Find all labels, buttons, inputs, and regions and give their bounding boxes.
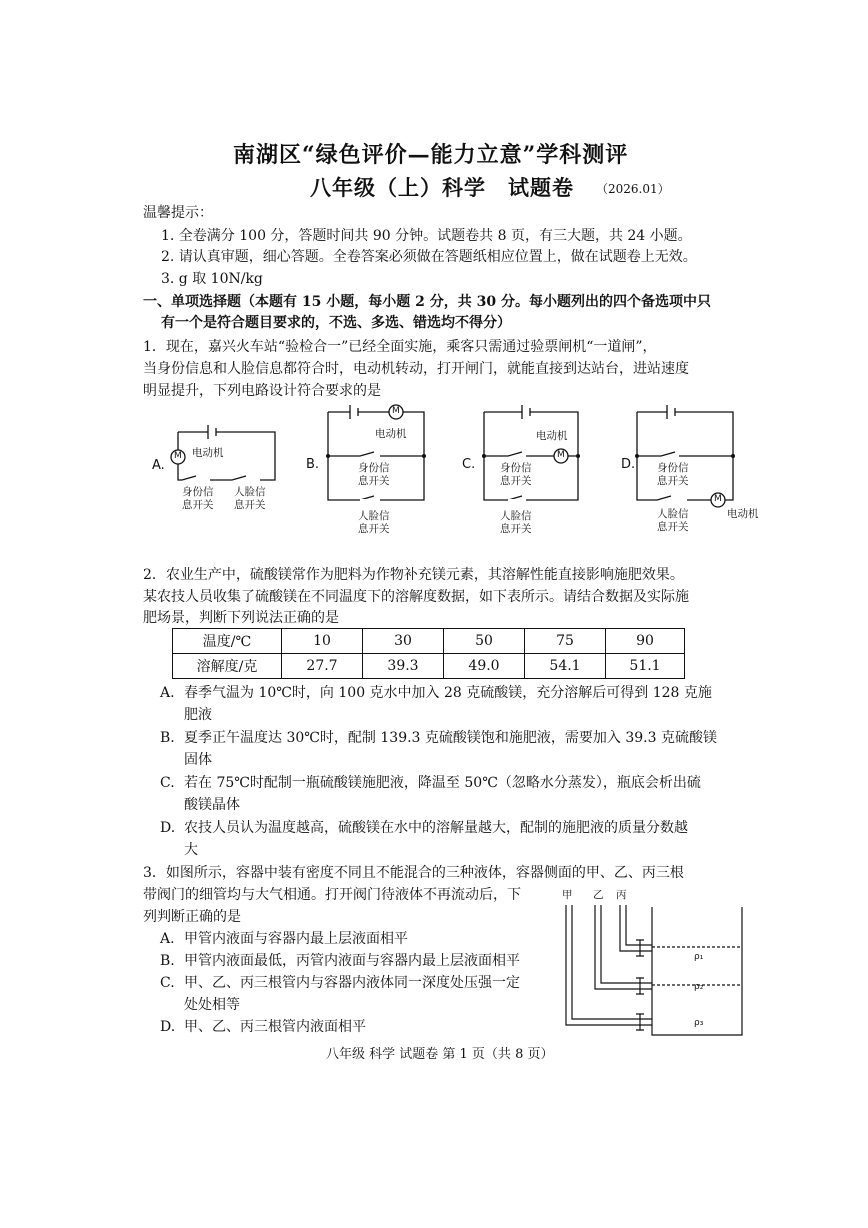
option-a-letter: A. (152, 458, 165, 473)
option-b-letter: B. (306, 457, 320, 472)
circuit-b-id-switch-1: 身份信 (358, 462, 390, 474)
tube-yi-label: 乙 (593, 889, 604, 901)
rho1-label: ρ₁ (694, 952, 704, 962)
page-footer: 八年级 科学 试题卷 第 1 页（共 8 页） (326, 1047, 554, 1062)
exam-date: （2026.01） (596, 182, 670, 196)
q3-line1: 3．如图所示，容器中装有密度不同且不能混合的三种液体，容器侧面的甲、乙、丙三根 (143, 865, 684, 881)
section1-heading-line2: 有一个是符合题目要求的，不选、多选、错选均不得分） (161, 315, 511, 331)
q3-line3: 列判断正确的是 (143, 909, 241, 925)
container-figure-svg (556, 885, 756, 1045)
rho2-label: ρ₂ (694, 982, 704, 992)
table-cell: 10 (282, 629, 363, 654)
table-cell: 90 (606, 629, 685, 654)
circuit-d-face-switch-2: 息开关 (657, 521, 689, 533)
tube-jia-label: 甲 (562, 889, 573, 901)
circuit-d-id-switch-1: 身份信 (657, 462, 689, 474)
q3-option-b-text: 甲管内液面最低，丙管内液面与容器内最上层液面相平 (184, 953, 520, 969)
tip-1: 1. 全卷满分 100 分，答题时间共 90 分钟。试题卷共 8 页，有三大题，共 24 小题。 (161, 228, 692, 244)
q2-option-b-line1: 夏季正午温度达 30℃时，配制 139.3 克硫酸镁饱和施肥液，需要加入 39.3 克硫酸镁 (184, 730, 717, 746)
circuit-a-id-switch-1: 身份信 (182, 486, 214, 498)
q2-option-a-line1: 春季气温为 10℃时，向 100 克水中加入 28 克硫酸镁，充分溶解后可得到 128 克施 (184, 685, 712, 701)
circuit-d-face-switch-1: 人脸信 (657, 508, 689, 520)
table-cell: 75 (525, 629, 606, 654)
circuit-c-id-switch-2: 息开关 (500, 475, 532, 487)
tube-bing-label: 丙 (616, 889, 627, 901)
q3-option-a-letter: A. (160, 931, 175, 947)
q2-option-a-line2: 肥液 (184, 707, 212, 723)
q2-option-a-letter: A. (160, 685, 175, 701)
table-row-label-solubility: 溶解度/克 (173, 654, 282, 679)
q2-line2: 某农技人员收集了硫酸镁在不同温度下的溶解度数据，如下表所示。请结合数据及实际施 (143, 589, 689, 605)
q2-line1: 2．农业生产中，硫酸镁常作为肥料为作物补充镁元素，其溶解性能直接影响施肥效果。 (143, 567, 684, 583)
q2-option-c-line1: 若在 75℃时配制一瓶硫酸镁施肥液，降温至 50℃（忽略水分蒸发），瓶底会析出硫 (184, 775, 701, 791)
circuit-c-motor-label: 电动机 (536, 430, 568, 442)
q1-circuit-c (458, 402, 608, 542)
circuit-d-motor-label: 电动机 (727, 508, 759, 520)
table-cell: 50 (444, 629, 525, 654)
q3-option-c-text: 甲、乙、丙三根管内与容器内液体同一深度处压强一定 (184, 975, 520, 991)
table-cell: 30 (363, 629, 444, 654)
tips-heading: 温馨提示： (143, 205, 213, 221)
circuit-a-id-switch-2: 息开关 (182, 499, 214, 511)
q1-circuit-b (300, 402, 450, 542)
circuit-c-motor-symbol: M (557, 450, 565, 460)
q1-line2: 当身份信息和人脸信息都符合时，电动机转动，打开闸门，就能直接到达站台，进站速度 (143, 361, 689, 377)
table-row (173, 629, 685, 654)
q1-circuit-a (150, 420, 290, 530)
option-c-letter: C. (462, 457, 476, 472)
circuit-d-svg (615, 402, 765, 542)
q3-option-d-letter: D. (160, 1019, 176, 1035)
q2-option-b-line2: 固体 (184, 752, 212, 768)
circuit-a-face-switch-1: 人脸信 (234, 486, 266, 498)
circuit-a-svg (150, 420, 290, 530)
section1-heading-line1: 一、单项选择题（本题有 15 小题，每小题 2 分，共 30 分。每小题列出的四个备选项中只 (143, 294, 711, 310)
table-row-label-temperature: 温度/℃ (173, 629, 282, 654)
q3-line2: 带阀门的细管均与大气相通。打开阀门待液体不再流动后，下 (143, 887, 521, 903)
circuit-b-face-switch-1: 人脸信 (358, 510, 390, 522)
table-cell: 49.0 (444, 654, 525, 679)
q2-option-c-line2: 酸镁晶体 (184, 797, 240, 813)
q2-line3: 肥场景，判断下列说法正确的是 (143, 610, 339, 626)
table-cell: 51.1 (606, 654, 685, 679)
q2-option-d-line1: 农技人员认为温度越高，硫酸镁在水中的溶解量越大，配制的施肥液的质量分数越 (184, 820, 688, 836)
q3-option-c-letter: C. (160, 975, 175, 991)
table-cell: 39.3 (363, 654, 444, 679)
circuit-b-motor-label: 电动机 (375, 428, 407, 440)
tip-2: 2. 请认真审题，细心答题。全卷答案必须做在答题纸相应位置上，做在试题卷上无效。 (161, 249, 697, 265)
circuit-a-motor-label: 电动机 (192, 447, 224, 459)
q1-line3: 明显提升，下列电路设计符合要求的是 (143, 383, 381, 399)
circuit-d-id-switch-2: 息开关 (657, 475, 689, 487)
circuit-d-motor-symbol: M (714, 494, 722, 504)
exam-subtitle: 八年级（上）科学 试题卷 (310, 175, 574, 200)
option-d-letter: D. (621, 457, 636, 472)
q3-option-b-letter: B. (160, 953, 175, 969)
exam-title: 南湖区“绿色评价—能力立意”学科测评 (233, 142, 629, 168)
circuit-c-id-switch-1: 身份信 (500, 462, 532, 474)
q3-option-a-text: 甲管内液面与容器内最上层液面相平 (184, 931, 408, 947)
circuit-c-face-switch-2: 息开关 (500, 523, 532, 535)
q1-circuit-d (615, 402, 765, 542)
q2-option-d-letter: D. (160, 820, 176, 836)
q2-option-d-line2: 大 (184, 842, 198, 858)
solubility-table (172, 628, 685, 679)
q2-option-b-letter: B. (160, 730, 175, 746)
q3-option-c-text-cont: 处处相等 (184, 997, 240, 1013)
table-row (173, 654, 685, 679)
circuit-a-motor-symbol: M (174, 451, 182, 461)
circuit-b-motor-symbol: M (392, 406, 400, 416)
circuit-c-face-switch-1: 人脸信 (500, 510, 532, 522)
circuit-a-face-switch-2: 息开关 (234, 499, 266, 511)
tip-3: 3. g 取 10N/kg (161, 271, 263, 287)
circuit-b-id-switch-2: 息开关 (358, 475, 390, 487)
q3-option-d-text: 甲、乙、丙三根管内液面相平 (184, 1019, 366, 1035)
table-cell: 27.7 (282, 654, 363, 679)
table-cell: 54.1 (525, 654, 606, 679)
rho3-label: ρ₃ (694, 1018, 704, 1028)
circuit-c-svg (458, 402, 608, 542)
q3-container-figure (556, 885, 756, 1045)
circuit-b-face-switch-2: 息开关 (358, 523, 390, 535)
q1-line1: 1．现在，嘉兴火车站“验检合一”已经全面实施，乘客只需通过验票闸机“一道闸”， (143, 339, 657, 355)
q2-option-c-letter: C. (160, 775, 175, 791)
